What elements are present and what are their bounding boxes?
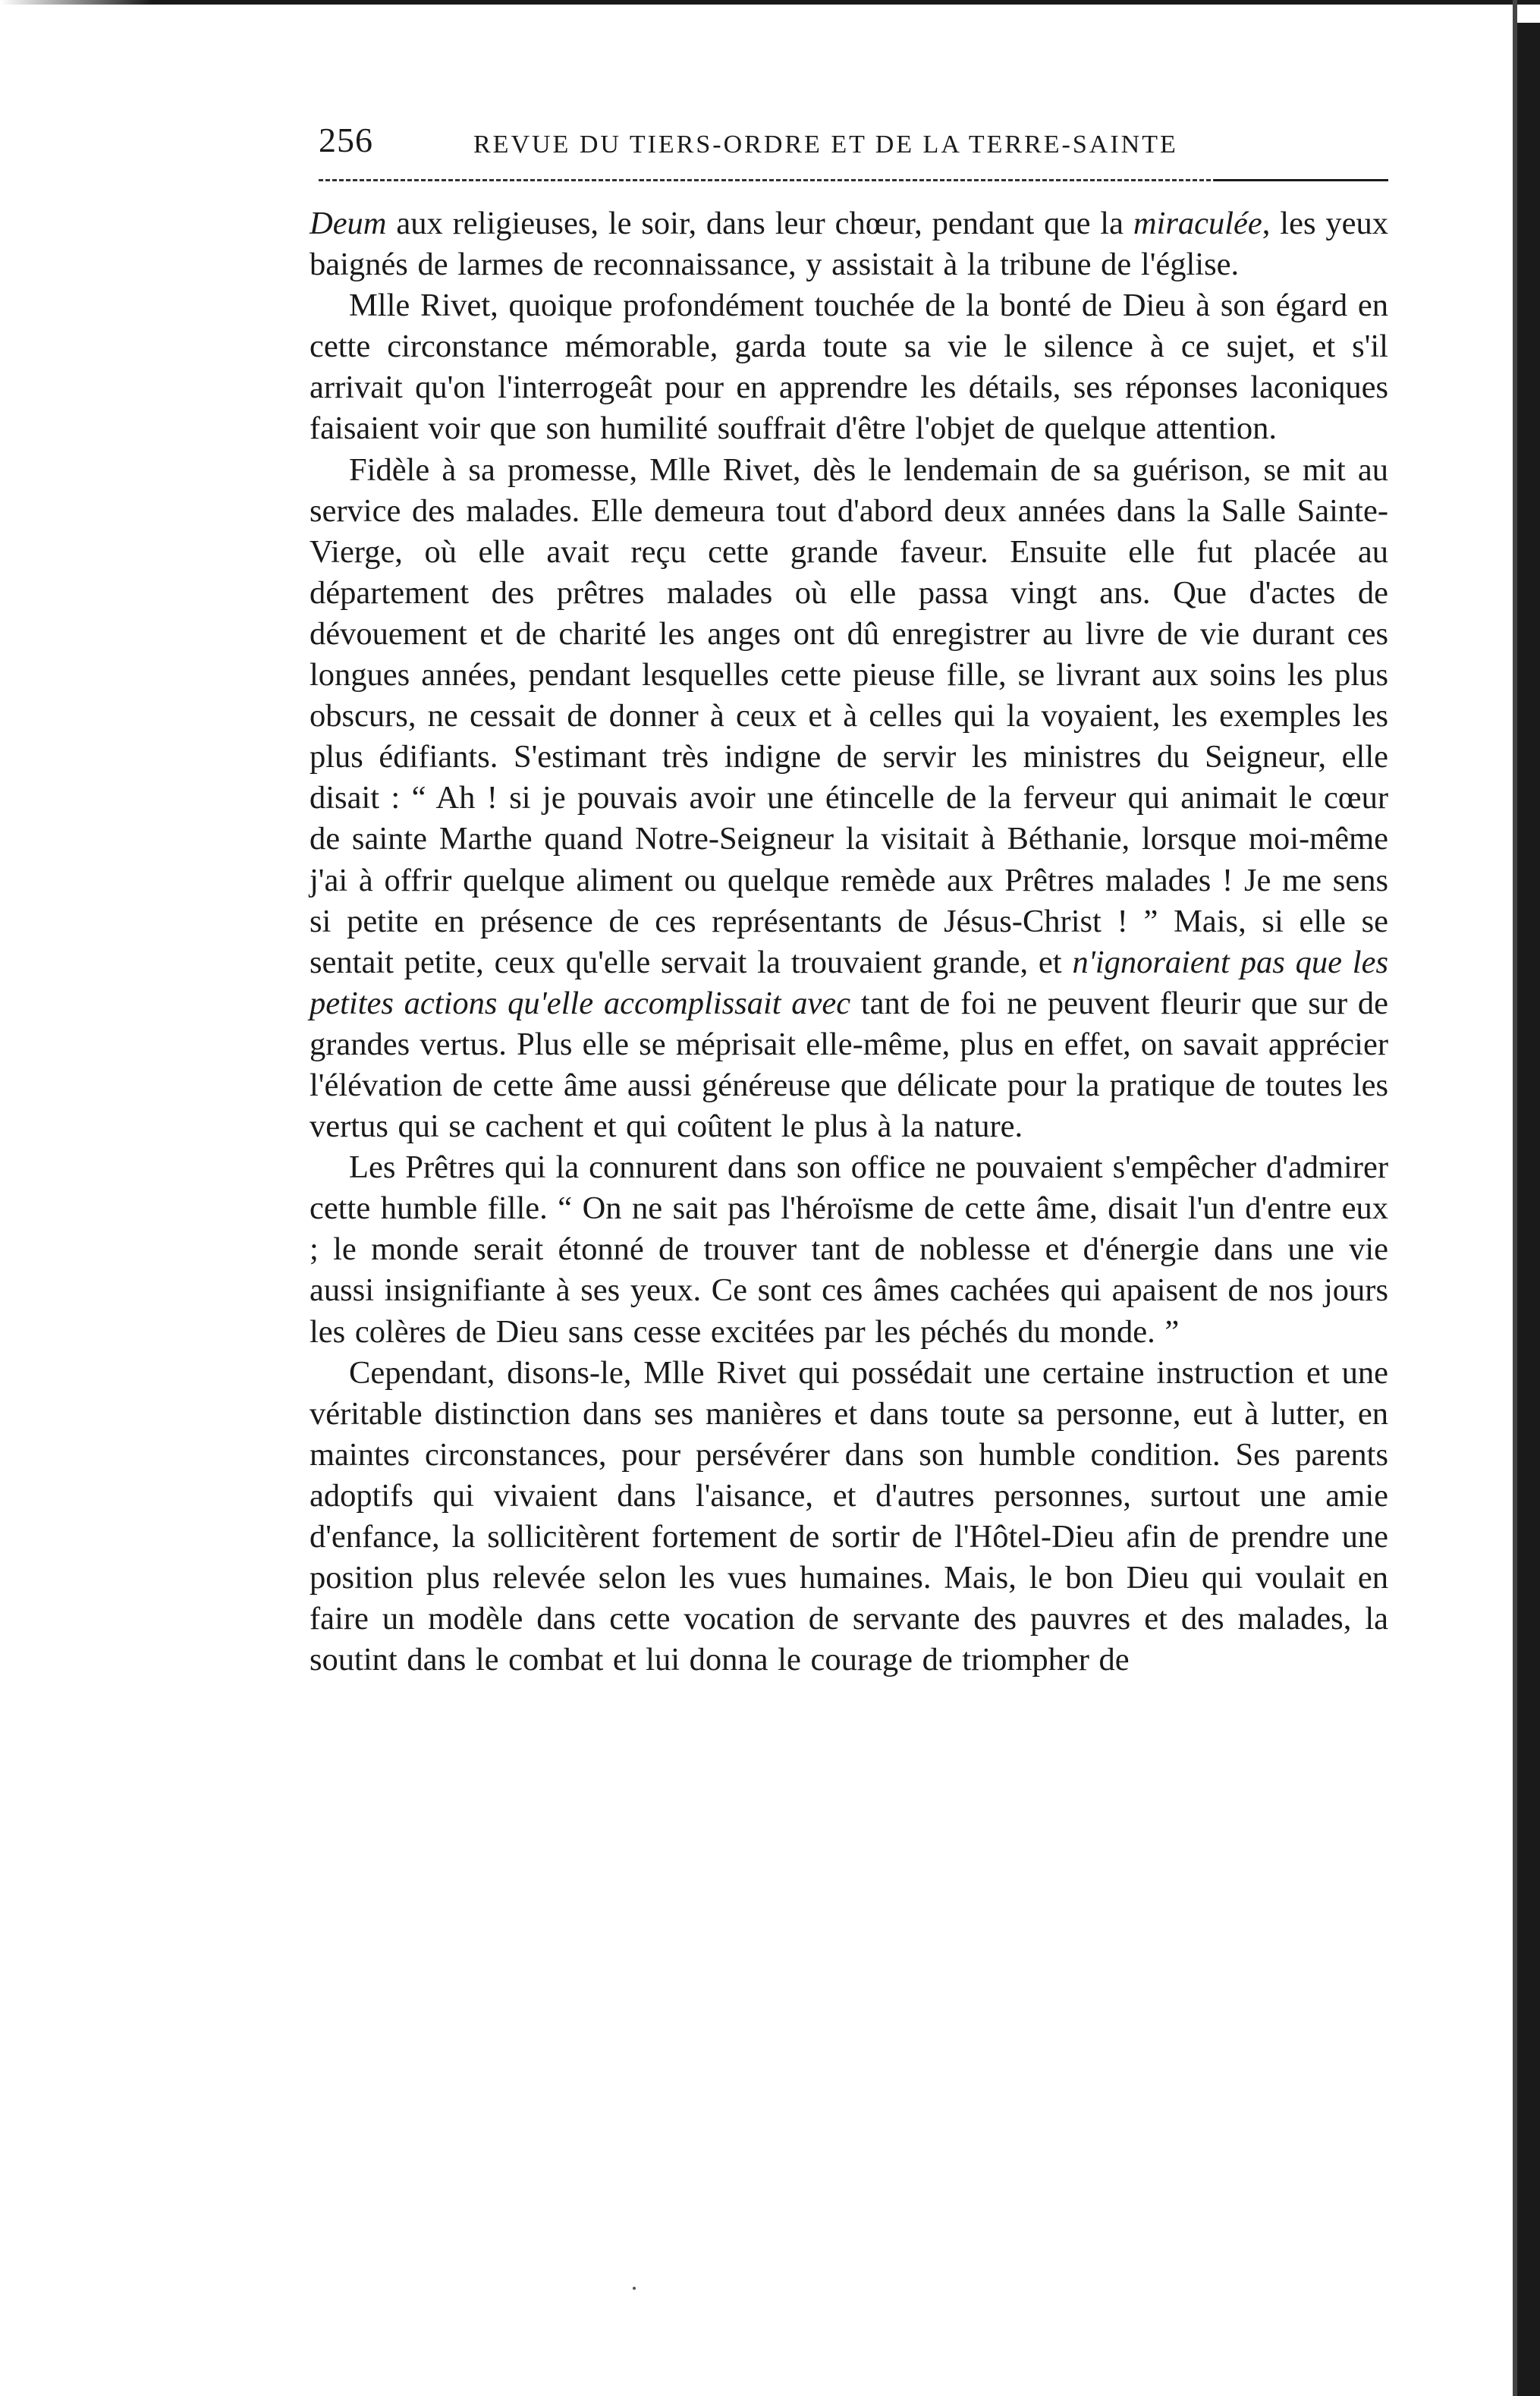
- paragraph-3: [310, 450, 1388, 1148]
- page-edge-binding: [1517, 23, 1540, 2396]
- top-border-rule: [0, 0, 1540, 5]
- paragraph-text: tant de foi ne peuvent fleurir que sur de grandes vertus. Plus elle se méprisait elle-même, plus en effet, on savait apprécier l'élévation de cette âme aussi généreuse que délicate pour la pratique de toutes les vertus qui se cachent et qui coûtent le plus à la nature.: [310, 985, 1388, 1145]
- paragraph-text: Fidèle à sa promesse, Mlle Rivet, dès le lendemain de sa guérison, se mit au service des malades. Elle demeura tout d'abord deux années dans la Salle Sainte-Vierge, où elle avait reçu cette grande faveur. Ensuite elle fut placée au département des prêtres malades où elle passa vingt ans. Que d'actes de dévouement et de charité les anges ont dû enregistrer au livre de vie durant ces longues années, pendant lesquelles cette pieuse fille, se livrant aux soins les plus obscurs, ne cessait de donner à ceux et à celles qui la voyaient, les exemples les plus édifiants. S'estimant très indigne de servir les ministres du Seigneur, elle disait : “ Ah ! si je pouvais avoir une étincelle de la ferveur qui animait le cœur de sainte Marthe quand Notre-Seigneur la visitait à Béthanie, lorsque moi-même j'ai à offrir quelque aliment ou quelque remède aux Prêtres malades ! Je me sens si petite en présence de ces représentants de Jésus-Christ ! ” Mais, si elle se sentait petite, ceux qu'elle servait la trouvaient grande, et: [310, 451, 1388, 980]
- italic-word: miraculée: [1133, 206, 1262, 241]
- page-number: 256: [319, 121, 373, 159]
- page-header: [319, 120, 1388, 173]
- body-text: [310, 203, 1388, 1681]
- paragraph-2: Mlle Rivet, quoique profondément touchée de la bonté de Dieu à son égard en cette circonstance mémorable, garda toute sa vie le silence à ce sujet, et s'il arrivait qu'on l'interrogeât pour en apprendre les détails, ses réponses laconiques faisaient voir que son humilité souffrait d'être l'objet de quelque attention.: [310, 288, 1388, 447]
- paragraph-text: aux religieuses, le soir, dans leur chœur, pendant que la: [386, 206, 1133, 241]
- running-title: REVUE DU TIERS-ORDRE ET DE LA TERRE-SAINTE: [473, 130, 1178, 159]
- paragraph-text: , les yeux baignés de larmes de reconnaissance, y assistait à la tribune de l'église.: [310, 206, 1388, 283]
- header-rule-solid: [1214, 179, 1388, 181]
- italic-word: Deum: [310, 206, 387, 241]
- paragraph-5: Cependant, disons-le, Mlle Rivet qui possédait une certaine instruction et une véritable distinction dans ses manières et dans toute sa personne, eut à lutter, en maintes circonstances, pour persévérer dans son humble condition. Ses parents adoptifs qui vivaient dans l'aisance, et d'autres personnes, surtout une amie d'enfance, la sollicitèrent fortement de sortir de l'Hôtel-Dieu afin de prendre une position plus relevée selon les vues humaines. Mais, le bon Dieu qui voulait en faire un modèle dans cette vocation de servante des pauvres et des malades, la soutint dans le combat et lui donna le courage de triompher de: [310, 1354, 1388, 1678]
- top-border-fade: [0, 0, 152, 5]
- paragraph-1: [310, 203, 1388, 285]
- italic-phrase: n'ignoraient pas que les petites actions qu'elle accomplissait avec: [310, 944, 1388, 1021]
- paper-speck: [633, 2287, 636, 2290]
- paragraph-4: Les Prêtres qui la connurent dans son office ne pouvaient s'empêcher d'admirer cette humble fille. “ On ne sait pas l'héroïsme de cette âme, disait l'un d'entre eux ; le monde serait étonné de trouver tant de noblesse et d'énergie dans une vie aussi insignifiante à ses yeux. Ce sont ces âmes cachées qui apaisent de nos jours les colères de Dieu sans cesse excitées par les péchés du monde. ”: [310, 1149, 1388, 1350]
